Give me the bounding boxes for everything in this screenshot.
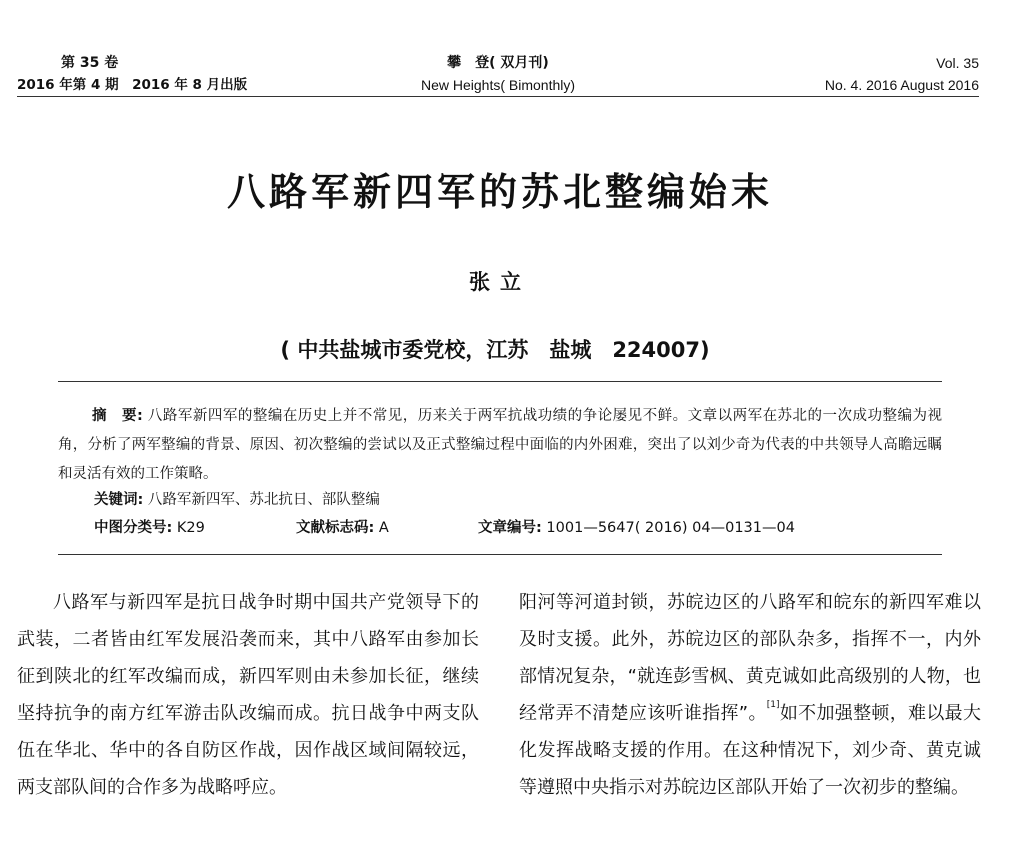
abstract <box>58 402 942 489</box>
keywords <box>94 488 380 512</box>
keywords-label: 关键词: <box>94 492 144 508</box>
abstract-label: 摘 要: <box>92 408 143 424</box>
issue-en: No. 4. 2016 August 2016 <box>824 77 979 93</box>
body-column-left <box>17 584 479 806</box>
article-author: 张立 <box>469 270 531 294</box>
running-header <box>17 52 979 98</box>
clc-number <box>94 516 205 540</box>
art-value: 1001—5647( 2016) 04—0131—04 <box>541 520 795 536</box>
issue-cn: 2016 年第 4 期 2016 年 8 月出版 <box>17 77 248 93</box>
volume-en: Vol. 35 <box>936 55 979 71</box>
body-paragraph: 八路军与新四军是抗日战争时期中国共产党领导下的武装，二者皆由红军发展沿袭而来，其中八路军由参加长征到陕北的红军改编而成，新四军则由未参加长征，继续坚持抗争的南方红军游击队改编而成。抗日战争中两支队伍在华北、华中的各自防区作战，因作战区域间隔较远，两支部队间的合作多为战略呼应。 <box>17 592 479 798</box>
journal-title-en: New Heights( Bimonthly) <box>420 77 576 93</box>
keywords-text: 八路军新四军、苏北抗日、部队整编 <box>143 492 380 508</box>
author-affiliation: ( 中共盐城市委党校，江苏 盐城 224007) <box>280 338 710 362</box>
doc-value: A <box>374 520 389 536</box>
header-right <box>825 52 979 96</box>
abstract-text: 八路军新四军的整编在历史上并不常见，历来关于两军抗战功绩的争论屡见不鲜。文章以两军在苏北的一次成功整编为视角，分析了两军整编的背景、原因、初次整编的尝试以及正式整编过程中面临的内外困难，突出了以刘少奇为代表的中共领导人高瞻远瞩和灵活有效的工作策略。 <box>58 408 942 482</box>
header-divider <box>17 96 979 97</box>
abstract-bottom-rule <box>58 554 942 555</box>
body-text-before-ref: 阳河等河道封锁，苏皖边区的八路军和皖东的新四军难以及时支援。此外，苏皖边区的部队杂多，指挥不一，内外部情况复杂，“就连彭雪枫、黄克诚如此高级别的人物，也经常弄不清楚应该听谁指挥”。 <box>519 592 981 724</box>
journal-title-cn: 攀 登( 双月刊) <box>447 55 549 71</box>
abstract-top-rule <box>58 381 942 382</box>
art-label: 文章编号: <box>478 520 542 536</box>
clc-value: K29 <box>172 520 205 536</box>
article-title: 八路军新四军的苏北整编始末 <box>226 170 773 214</box>
body-text-after-ref: 如不加强整顿，难以最大化发挥战略支援的作用。在这种情况下，刘少奇、黄克诚等遵照中央指示对苏皖边区部队开始了一次初步的整编。 <box>519 703 982 798</box>
reference-mark: [1] <box>766 700 780 710</box>
body-column-right <box>519 584 981 806</box>
body-paragraph-continued <box>519 584 981 806</box>
article-number <box>478 516 795 540</box>
doc-label: 文献标志码: <box>296 520 375 536</box>
document-code <box>296 516 389 540</box>
volume-cn: 第 35 卷 <box>61 55 119 71</box>
clc-label: 中图分类号: <box>94 520 173 536</box>
